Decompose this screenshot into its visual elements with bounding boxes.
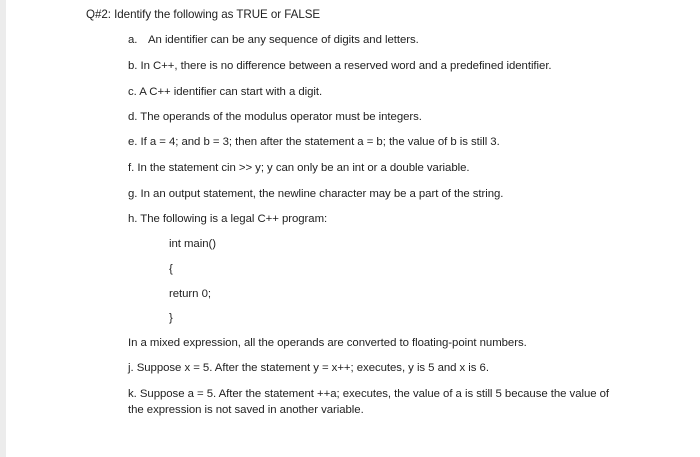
- item-i: In a mixed expression, all the operands are converted to floating-point numbers.: [128, 337, 527, 349]
- code-line-1: int main(): [169, 238, 216, 250]
- item-k-line-2: the expression is not saved in another variable.: [128, 404, 364, 416]
- item-h: h. The following is a legal C++ program:: [128, 213, 328, 225]
- item-c: c. A C++ identifier can start with a digit.: [128, 86, 323, 98]
- item-d: d. The operands of the modulus operator must be integers.: [128, 111, 422, 123]
- item-j: j. Suppose x = 5. After the statement y = x++; executes, y is 5 and x is 6.: [128, 362, 489, 374]
- item-b: b. In C++, there is no difference between a reserved word and a predefined identifier.: [128, 60, 552, 72]
- code-line-3: return 0;: [169, 288, 211, 300]
- code-line-4: }: [169, 312, 173, 324]
- item-e: e. If a = 4; and b = 3; then after the statement a = b; the value of b is still 3.: [128, 136, 500, 148]
- code-line-2: {: [169, 263, 173, 275]
- item-g: g. In an output statement, the newline character may be a part of the string.: [128, 188, 504, 200]
- item-f: f. In the statement cin >> y; y can only be an int or a double variable.: [128, 162, 470, 174]
- item-a-text: An identifier can be any sequence of digits and letters.: [148, 34, 419, 46]
- item-a-letter: a.: [128, 34, 138, 46]
- question-title: Q#2: Identify the following as TRUE or FALSE: [86, 8, 321, 21]
- item-a: [128, 33, 419, 47]
- item-k-line-1: k. Suppose a = 5. After the statement ++a; executes, the value of a is still 5 because the value of: [128, 388, 610, 400]
- page-left-edge: [0, 0, 6, 457]
